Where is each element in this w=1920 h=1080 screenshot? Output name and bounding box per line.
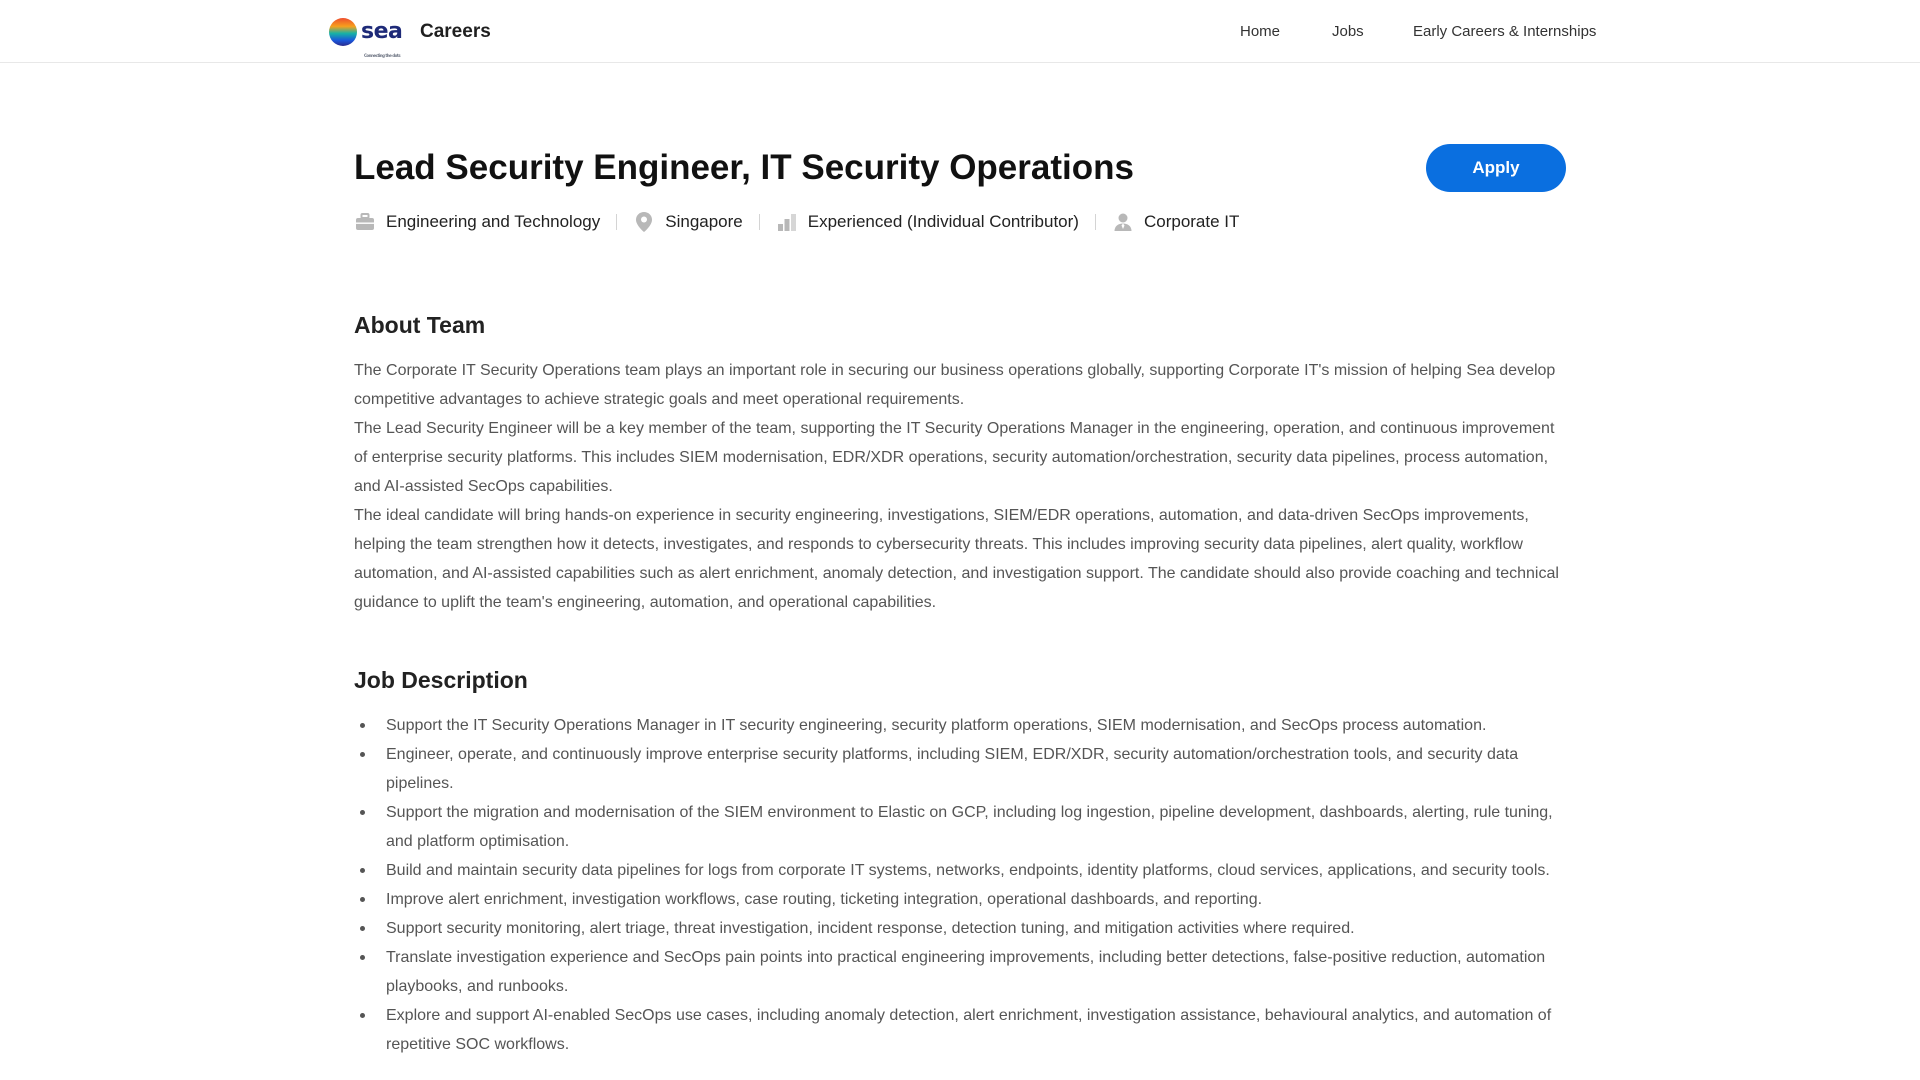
list-item: Support security monitoring, alert triage, threat investigation, incident response, detection tuning, and mitigation activities where required. — [354, 914, 1569, 943]
sea-logo-mark-icon — [329, 18, 357, 46]
meta-divider — [759, 214, 760, 230]
meta-location — [633, 211, 743, 233]
nav-jobs-link[interactable]: Jobs — [1332, 23, 1364, 40]
about-team-paragraph: The ideal candidate will bring hands-on experience in security engineering, investigations, SIEM/EDR operations, automation, and data-driven SecOps improvements, helping the team strengthen how it detects, investigates, and responds to cybersecurity threats. This includes improving security data pipelines, alert quality, workflow automation, and AI-assisted capabilities such as alert enrichment, anomaly detection, and investigation support. The candidate should also provide coaching and technical guidance to uplift the team's engineering, automation, and operational capabilities. — [354, 507, 1559, 611]
apply-button[interactable]: Apply — [1426, 144, 1566, 192]
meta-location-label: Singapore — [665, 212, 743, 231]
list-item: Support the migration and modernisation of the SIEM environment to Elastic on GCP, including log ingestion, pipeline development, dashboards, alerting, rule tuning, and platform optimisation. — [354, 798, 1569, 856]
location-pin-icon — [633, 211, 655, 233]
list-item: Engineer, operate, and continuously improve enterprise security platforms, including SIEM, EDR/XDR, security automation/orchestration tools, and security data pipelines. — [354, 740, 1569, 798]
nav-home-link[interactable]: Home — [1240, 23, 1281, 40]
meta-divider — [1095, 214, 1096, 230]
top-navbar — [0, 0, 1920, 63]
briefcase-icon — [354, 211, 376, 233]
job-description-heading: Job Description — [354, 667, 528, 693]
job-description-list — [354, 711, 1569, 1059]
list-item: Translate investigation experience and SecOps pain points into practical engineering improvements, including better detections, false-positive reduction, automation playbooks, and runbooks. — [354, 943, 1569, 1001]
person-icon — [1112, 211, 1134, 233]
about-team-body — [354, 356, 1569, 617]
job-meta-row — [354, 208, 1239, 236]
nav-early-careers-link[interactable]: Early Careers & Internships — [1413, 23, 1597, 40]
sea-logo-wordmark: sea Connecting the dots — [361, 21, 402, 43]
about-team-heading: About Team — [354, 312, 486, 338]
job-title: Lead Security Engineer, IT Security Operations — [354, 148, 1134, 187]
list-item: Explore and support AI-enabled SecOps use cases, including anomaly detection, alert enrichment, investigation assistance, behavioural analytics, and automation of repetitive SOC workflows. — [354, 1001, 1569, 1059]
about-team-paragraph: The Corporate IT Security Operations team plays an important role in securing our business operations globally, supporting Corporate IT's mission of helping Sea develop competitive advantages to achieve strategic goals and meet operational requirements. — [354, 362, 1556, 408]
careers-title[interactable]: Careers — [420, 21, 491, 42]
list-item: Improve alert enrichment, investigation workflows, case routing, ticketing integration, operational dashboards, and reporting. — [354, 885, 1569, 914]
bar-chart-icon — [776, 211, 798, 233]
meta-level-label: Experienced (Individual Contributor) — [807, 212, 1079, 231]
meta-department-label: Engineering and Technology — [386, 212, 601, 231]
meta-team-label: Corporate IT — [1143, 212, 1240, 231]
list-item: Support the IT Security Operations Manager in IT security engineering, security platform operations, SIEM modernisation, and SecOps process automation. — [354, 711, 1569, 740]
logo-tagline: Connecting the dots — [364, 53, 401, 58]
meta-level — [776, 211, 1079, 233]
meta-team — [1112, 211, 1239, 233]
meta-department — [354, 211, 600, 233]
list-item: Build and maintain security data pipelines for logs from corporate IT systems, networks, endpoints, identity platforms, cloud services, applications, and security tools. — [354, 856, 1569, 885]
sea-logo[interactable] — [329, 16, 403, 58]
about-team-paragraph: The Lead Security Engineer will be a key member of the team, supporting the IT Security Operations Manager in the engineering, operation, and continuous improvement of enterprise security platforms. This includes SIEM modernisation, EDR/XDR operations, security automation/orchestration, security data pipelines, process automation, and AI-assisted SecOps capabilities. — [354, 420, 1555, 495]
meta-divider — [616, 214, 617, 230]
